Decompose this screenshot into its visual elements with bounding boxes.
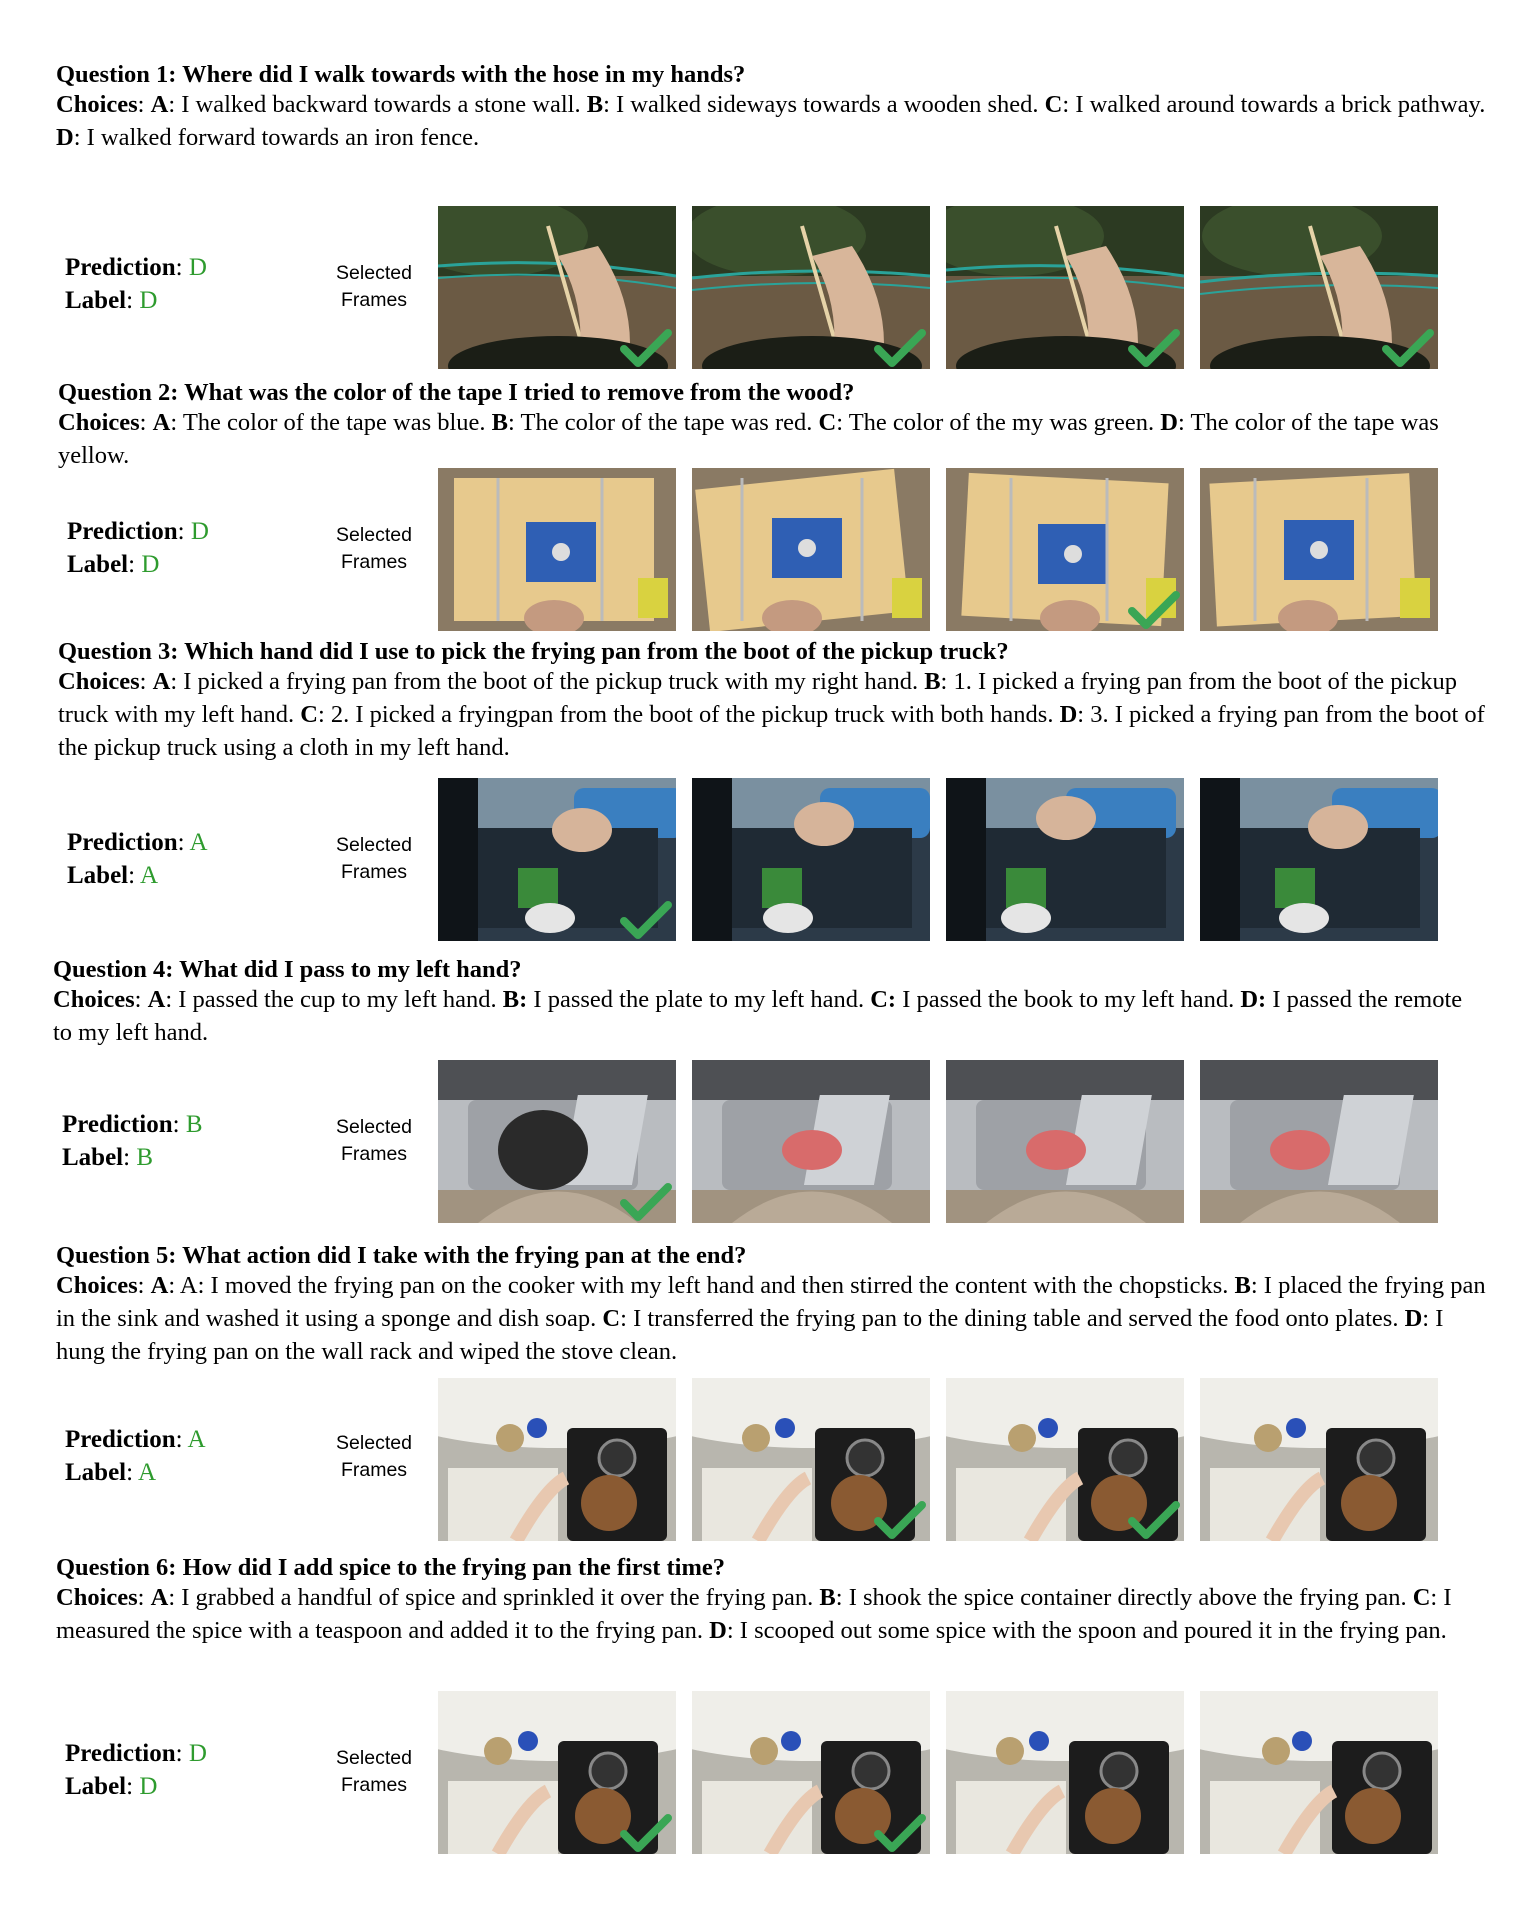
label-value: A [139, 862, 159, 889]
video-frame [946, 1691, 1184, 1854]
video-frame [946, 1060, 1184, 1223]
selected-frames-caption [314, 1430, 434, 1484]
selected-frames-line2: Frames [340, 1459, 408, 1481]
prediction-value: A [187, 1426, 206, 1453]
question-choices: Choices: A: I walked backward towards a stone wall. B: I walked sideways towards a wooden shed. C: I walked around towards a brick pathway. D: I walked forward towards an iron fence. [56, 91, 1486, 151]
question-title: Question 6: How did I add spice to the frying pan the first time? [56, 1554, 726, 1581]
selected-frames-line1: Selected [336, 834, 412, 856]
selected-frames-line2: Frames [340, 861, 408, 883]
question-title: Question 3: Which hand did I use to pick the frying pan from the boot of the pickup truck? [58, 638, 1009, 665]
choice-text: I scooped out some spice with the spoon and poured it in the frying pan. [739, 1617, 1447, 1644]
selected-frames-caption [314, 1745, 434, 1799]
choice-text: I picked a frying pan from the boot of the pickup truck with my right hand. [183, 668, 919, 695]
choice-letter: C [1412, 1584, 1431, 1611]
checkmark-icon [874, 1812, 926, 1852]
choice-text: I transferred the frying pan to the dining table and served the food onto plates. [633, 1305, 1399, 1332]
video-frame [692, 468, 930, 631]
prediction-label-block: Prediction: D Label: D [65, 1740, 207, 1800]
prediction-key: Prediction [65, 1426, 176, 1453]
selected-frames-caption [314, 260, 434, 314]
label-value: D [139, 1773, 158, 1800]
choice-text: The color of the my was green. [848, 409, 1155, 436]
video-frame [438, 206, 676, 369]
video-frame [438, 468, 676, 631]
prediction-key: Prediction [67, 829, 178, 856]
choice-letter: D [709, 1617, 727, 1644]
question-title: Question 4: What did I pass to my left hand? [53, 956, 522, 983]
selected-frames-caption [314, 522, 434, 576]
video-frame [438, 1378, 676, 1541]
label-key: Label [65, 287, 127, 314]
choice-text: 1. I picked a frying pan from the boot of the pickup truck with my left hand. [58, 668, 1457, 728]
selected-frames-line1: Selected [336, 1116, 412, 1138]
choice-text: I walked around towards a brick pathway. [1075, 91, 1486, 118]
question-title: Question 2: What was the color of the tape I tried to remove from the wood? [58, 379, 855, 406]
checkmark-icon [620, 899, 672, 939]
choice-text: I grabbed a handful of spice and sprinkled it over the frying pan. [181, 1584, 814, 1611]
question-title: Question 5: What action did I take with the frying pan at the end? [56, 1242, 747, 1269]
checkmark-icon [1128, 327, 1180, 367]
selected-frames-line2: Frames [340, 289, 408, 311]
choice-text: A: I moved the frying pan on the cooker with my left hand and then stirred the content with the chopsticks. [179, 1272, 1229, 1299]
choices-label: Choices [56, 1584, 138, 1611]
prediction-key: Prediction [65, 1740, 176, 1767]
prediction-label-block: Prediction: B Label: B [62, 1111, 203, 1171]
choice-letter: D [56, 124, 74, 151]
question-choices: Choices: A: I picked a frying pan from the boot of the pickup truck with my right hand. B: 1. I picked a frying pan from the boot of the pickup truck with my left hand. C: 2. I picked a fryingpan from the boot of the pickup truck with both hands. D: 3. I picked a frying pan from the boot of the pickup truck using a cloth in my left hand. [58, 668, 1485, 761]
label-value: D [139, 287, 158, 314]
choice-letter: A [150, 1584, 169, 1611]
video-frame [946, 468, 1184, 631]
video-frame [692, 1060, 930, 1223]
checkmark-icon [1128, 1499, 1180, 1539]
question-choices: Choices: A: The color of the tape was blue. B: The color of the tape was red. C: The color of the my was green. D: The color of the tape was yellow. [58, 409, 1439, 469]
question-title: Question 1: Where did I walk towards with the hose in my hands? [56, 61, 746, 88]
video-frame [1200, 468, 1438, 631]
choice-letter: C: [870, 986, 897, 1013]
label-value: D [141, 551, 160, 578]
prediction-label-block: Prediction: A Label: A [65, 1426, 206, 1486]
label-key: Label [65, 1773, 127, 1800]
video-frame [1200, 1691, 1438, 1854]
selected-frames-line2: Frames [340, 551, 408, 573]
choice-letter: A [147, 986, 166, 1013]
choice-letter: B [1234, 1272, 1251, 1299]
choice-text: I walked sideways towards a wooden shed. [616, 91, 1039, 118]
choice-letter: B [924, 668, 941, 695]
checkmark-icon [1128, 589, 1180, 629]
choice-letter: B [819, 1584, 836, 1611]
choice-letter: D [1404, 1305, 1423, 1332]
prediction-value: D [190, 518, 209, 545]
checkmark-icon [1382, 327, 1434, 367]
video-frame [692, 1691, 930, 1854]
choice-letter: B [491, 409, 509, 436]
choice-letter: D: [1240, 986, 1267, 1013]
prediction-label-block: Prediction: A Label: A [67, 829, 208, 889]
prediction-key: Prediction [62, 1111, 173, 1138]
video-frame [438, 778, 676, 941]
choice-letter: D [1059, 701, 1078, 728]
choices-label: Choices [53, 986, 135, 1013]
choice-text: I passed the plate to my left hand. [533, 986, 865, 1013]
video-frame [1200, 778, 1438, 941]
label-key: Label [62, 1144, 124, 1171]
selected-frames-caption [314, 832, 434, 886]
label-key: Label [67, 551, 129, 578]
selected-frames-caption [314, 1114, 434, 1168]
choice-letter: B: [502, 986, 528, 1013]
choices-label: Choices [58, 668, 140, 695]
prediction-key: Prediction [65, 254, 176, 281]
selected-frames-line2: Frames [340, 1143, 408, 1165]
checkmark-icon [620, 1812, 672, 1852]
choice-letter: C [602, 1305, 621, 1332]
video-frame [692, 1378, 930, 1541]
choice-letter: A [152, 668, 171, 695]
selected-frames-line1: Selected [336, 1432, 412, 1454]
choice-text: The color of the tape was blue. [182, 409, 486, 436]
choice-text: The color of the tape was yellow. [58, 409, 1439, 469]
choice-text: I shook the spice container directly above the frying pan. [848, 1584, 1407, 1611]
label-value: B [136, 1144, 154, 1171]
prediction-key: Prediction [67, 518, 178, 545]
choice-text: I placed the frying pan in the sink and washed it using a sponge and dish soap. [56, 1272, 1486, 1332]
video-frame [946, 778, 1184, 941]
prediction-label-block: Prediction: D Label: D [67, 518, 209, 578]
question-choices: Choices: A: I grabbed a handful of spice and sprinkled it over the frying pan. B: I shook the spice container directly above the frying pan. C: I measured the spice with a teaspoon and added it to the frying pan. D: I scooped out some spice with the spoon and poured it in the frying pan. [56, 1584, 1452, 1644]
question-choices: Choices: A: A: I moved the frying pan on the cooker with my left hand and then stirred the content with the chopsticks. B: I placed the frying pan in the sink and washed it using a sponge and dish soap. C: I transferred the frying pan to the dining table and served the food onto plates. D: I hung the frying pan on the wall rack and wiped the stove clean. [56, 1272, 1486, 1365]
selected-frames-line2: Frames [340, 1774, 408, 1796]
video-frame [1200, 1378, 1438, 1541]
prediction-label-block: Prediction: D Label: D [65, 254, 207, 314]
prediction-value: D [188, 254, 207, 281]
selected-frames-line1: Selected [336, 262, 412, 284]
choices-label: Choices [58, 409, 140, 436]
video-frame [692, 778, 930, 941]
choice-letter: C [818, 409, 837, 436]
checkmark-icon [874, 327, 926, 367]
choice-letter: C [300, 701, 318, 728]
choice-letter: D [1160, 409, 1178, 436]
choice-letter: A [150, 91, 169, 118]
choice-letter: C [1044, 91, 1063, 118]
choice-text: I walked forward towards an iron fence. [86, 124, 480, 151]
selected-frames-line1: Selected [336, 1747, 412, 1769]
prediction-value: D [188, 1740, 207, 1767]
prediction-value: A [189, 829, 208, 856]
checkmark-icon [620, 1181, 672, 1221]
label-key: Label [65, 1459, 127, 1486]
choice-letter: A [150, 1272, 169, 1299]
choices-label: Choices [56, 1272, 138, 1299]
choice-text: I hung the frying pan on the wall rack and wiped the stove clean. [56, 1305, 1444, 1365]
video-frame [438, 1060, 676, 1223]
choice-text: I walked backward towards a stone wall. [181, 91, 581, 118]
checkmark-icon [874, 1499, 926, 1539]
selected-frames-line1: Selected [336, 524, 412, 546]
checkmark-icon [620, 327, 672, 367]
video-frame [946, 1378, 1184, 1541]
choice-letter: B [586, 91, 604, 118]
choice-text: 2. I picked a fryingpan from the boot of the pickup truck with both hands. [330, 701, 1054, 728]
choice-letter: A [152, 409, 171, 436]
video-frame [438, 1691, 676, 1854]
video-frame [692, 206, 930, 369]
choice-text: 3. I picked a frying pan from the boot of the pickup truck using a cloth in my left hand. [58, 701, 1485, 761]
choice-text: I passed the book to my left hand. [902, 986, 1235, 1013]
choice-text: I measured the spice with a teaspoon and added it to the frying pan. [56, 1584, 1452, 1644]
label-key: Label [67, 862, 129, 889]
video-frame [1200, 1060, 1438, 1223]
label-value: A [137, 1459, 157, 1486]
question-choices: Choices: A: I passed the cup to my left hand. B: I passed the plate to my left hand. C: I passed the book to my left hand. D: I passed the remote to my left hand. [53, 986, 1463, 1046]
prediction-value: B [185, 1111, 203, 1138]
choice-text: I passed the cup to my left hand. [178, 986, 497, 1013]
choice-text: I passed the remote to my left hand. [53, 986, 1463, 1046]
choice-text: The color of the tape was red. [520, 409, 813, 436]
video-frame [1200, 206, 1438, 369]
choices-label: Choices [56, 91, 138, 118]
video-frame [946, 206, 1184, 369]
